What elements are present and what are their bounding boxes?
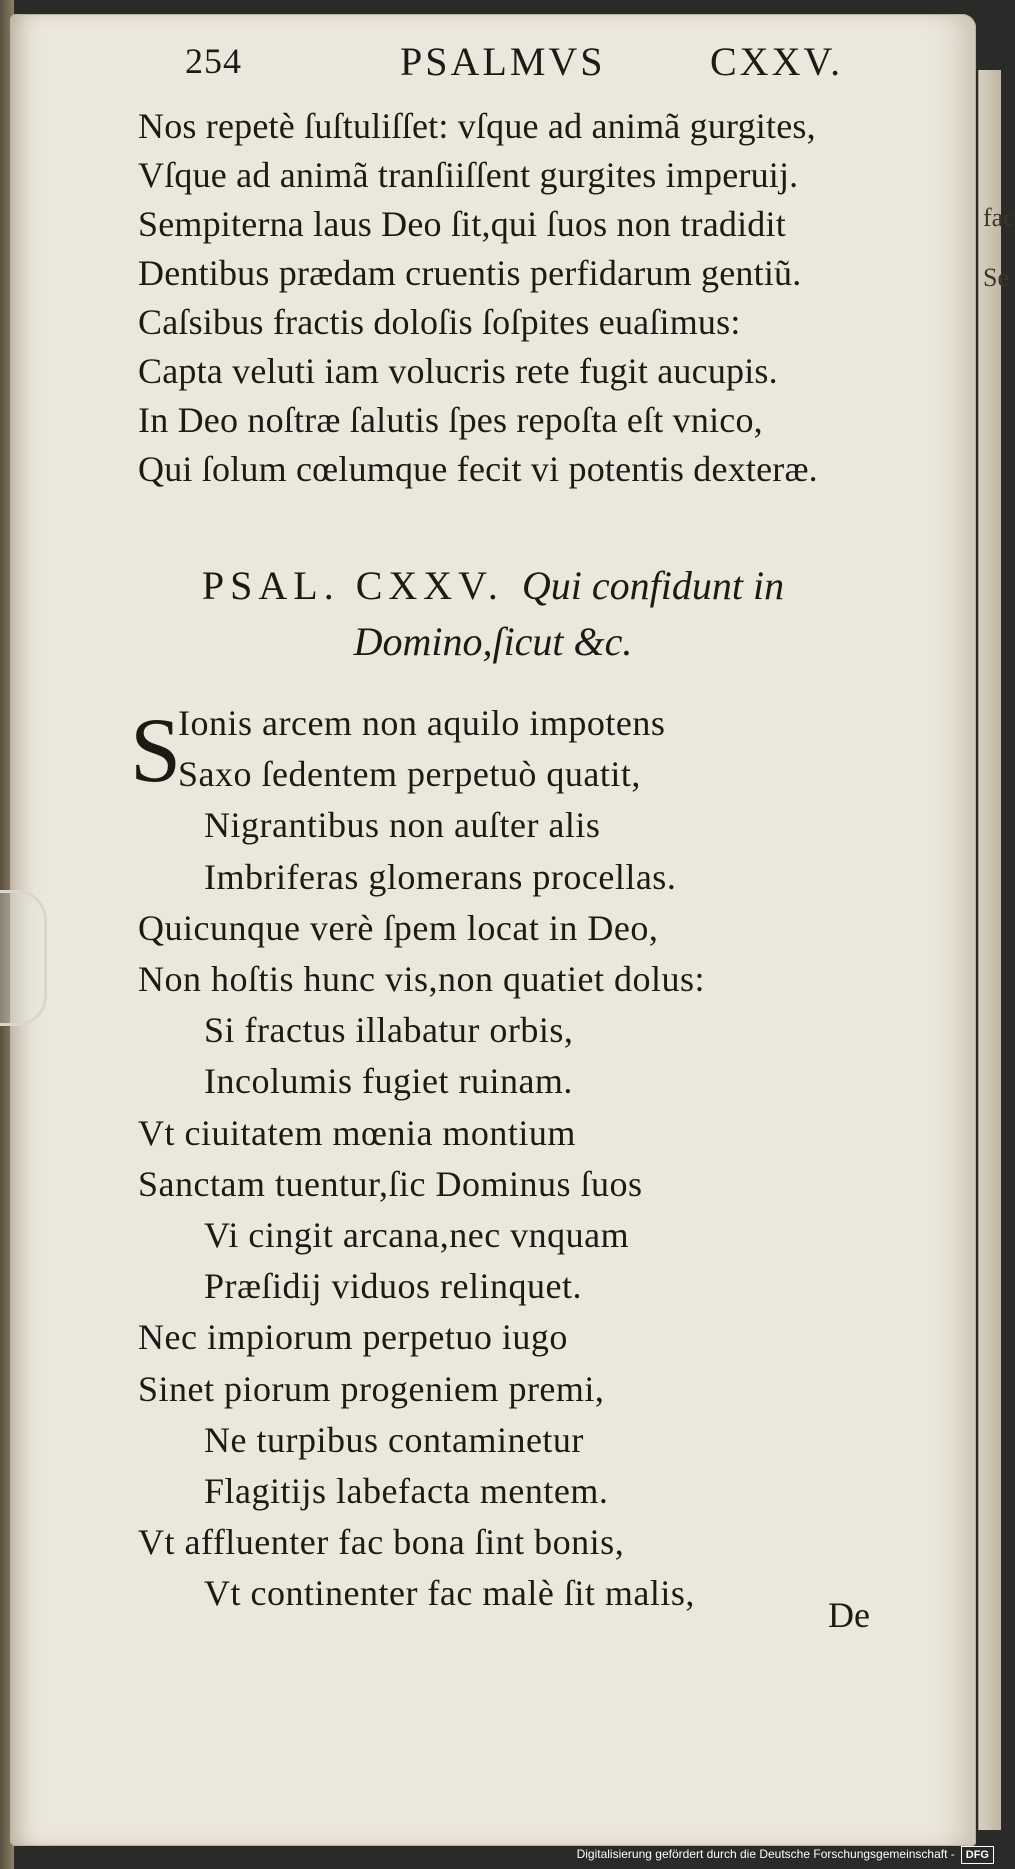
poem-line: Si fractus illabatur orbis,: [204, 1010, 574, 1051]
poem-line: Ne turpibus contaminetur: [204, 1419, 584, 1460]
poem-line: Præſidij viduos relinquet.: [204, 1266, 582, 1307]
psalm-title: PSAL. CXXV.: [201, 563, 504, 608]
psalm-incipit: Qui confidunt in: [521, 563, 785, 608]
banner-text: Digitalisierung gefördert durch die Deutsche Forschungsgemeinschaft -: [576, 1847, 955, 1861]
edge-fragment: Se: [983, 263, 1009, 292]
text-line: Dentibus prædam cruentis perfidarum gentiũ.: [138, 253, 802, 293]
drop-capital: S: [130, 699, 182, 801]
text-line: Capta veluti iam volucris rete fugit aucupis.: [138, 351, 778, 391]
poem-line: Incolumis fugiet ruinam.: [204, 1061, 573, 1102]
next-page-edge: [978, 70, 1015, 1830]
text-line: Qui ſolum cœlumque fecit vi potentis dexteræ.: [138, 449, 818, 489]
psalm-incipit-continued: Domino,ſicut &c.: [353, 619, 633, 664]
page-clip: [0, 890, 47, 1026]
poem-line: Imbriferas glomerans procellas.: [204, 856, 677, 897]
dfg-logo: DFG: [961, 1846, 994, 1864]
poem-line-text: Ionis arcem non aquilo impotens: [178, 703, 666, 743]
poem-line: Nigrantibus non auſter alis: [204, 805, 601, 846]
poem-line: Nec impiorum perpetuo iugo: [138, 1317, 568, 1358]
book-page: [10, 14, 976, 1846]
text-line: Nos repetè ſuſtuliſſet: vſque ad animã gurgites,: [138, 106, 816, 146]
page-header: [10, 32, 976, 84]
poem-line: Vt ciuitatem mœnia montium: [138, 1112, 576, 1153]
poem-line: Flagitijs labefacta mentem.: [204, 1471, 609, 1512]
poem-line: Saxo ſedentem perpetuò quatit,: [178, 754, 641, 795]
text-line: Sempiterna laus Deo ſit,qui ſuos non tradidit: [138, 204, 786, 244]
poem-line: Non hoſtis hunc vis,non quatiet dolus:: [138, 959, 705, 1000]
poem-line: Sanctam tuentur,ſic Dominus ſuos: [138, 1163, 643, 1204]
poem-line: Quicunque verè ſpem locat in Deo,: [138, 907, 659, 948]
poem-line: Vt continenter fac malè ſit malis,: [204, 1573, 695, 1614]
psalm-heading: [10, 558, 976, 670]
running-title: PSALMVS: [400, 39, 606, 84]
catchword: De: [828, 1595, 870, 1635]
running-psalm-number: CXXV.: [710, 39, 844, 84]
poem-line: Vi cingit arcana,nec vnquam: [204, 1215, 630, 1256]
psalm-poem: [130, 698, 978, 1620]
text-line: In Deo noſtræ ſalutis ſpes repoſta eſt vnico,: [138, 400, 763, 440]
poem-line: Vt affluenter fac bona ſint bonis,: [138, 1522, 625, 1563]
digitization-banner: [577, 1843, 994, 1865]
poem-line: Sinet piorum progeniem premi,: [138, 1368, 605, 1409]
text-line: Vſque ad animã tranſiiſſent gurgites imperuij.: [138, 155, 799, 195]
page-number: 254: [185, 41, 242, 81]
previous-psalm-ending: [138, 102, 978, 494]
text-line: Caſsibus fractis doloſis ſoſpites euaſimus:: [138, 302, 741, 342]
edge-fragment: fac: [983, 203, 1015, 232]
